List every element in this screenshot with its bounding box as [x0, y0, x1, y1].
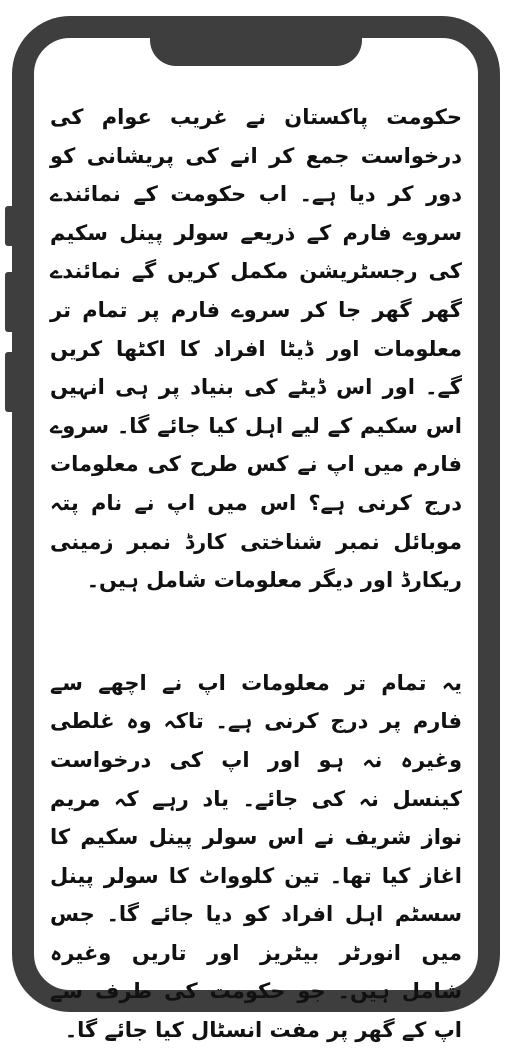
article-paragraph-2: یہ تمام تر معلومات اپ نے اچھے سے فارم پر درج کرنی ہے۔ تاکہ وہ غلطی وغیرہ نہ ہو اور اپ کی درخواست کینسل نہ کی جائے۔ یاد رہے کہ مریم نواز شریف نے اس سولر پینل سکیم کا اغاز کیا تھا۔ تین کلوواٹ کا سولر پینل سسٹم اہل افراد کو دیا جائے گا۔ جس میں انورٹر بیٹریز اور تاریں وغیرہ شامل ہیں۔ جو حکومت کی طرف سے اپ کے گھر پر مفت انسٹال کیا جائے گا۔ — [50, 670, 462, 1043]
phone-screen — [34, 36, 478, 1043]
article-paragraph-1: حکومت پاکستان نے غریب عوام کی درخواست جمع کر انے کی پریشانی کو دور کر دیا ہے۔ اب حکومت کے نمائندے سروے فارم کے ذریعے سولر پینل سکیم کی رجسٹریشن مکمل کریں گے نمائندے گھر گھر جا کر سروے فارم پر تمام تر معلومات اور ڈیٹا افراد کا اکٹھا کریں گے۔ اور اس ڈیٹے کی بنیاد پر ہی انہیں اس سکیم کے لیے اہل کیا جائے گا۔ سروے فارم میں اپ نے کس طرح کی معلومات درج کرنی ہے؟ اس میں اپ نے نام پتہ موبائل نمبر شناختی کارڈ نمبر زمینی ریکارڈ اور دیگر معلومات شامل ہیں۔ — [50, 105, 462, 593]
article-body — [50, 98, 462, 1050]
